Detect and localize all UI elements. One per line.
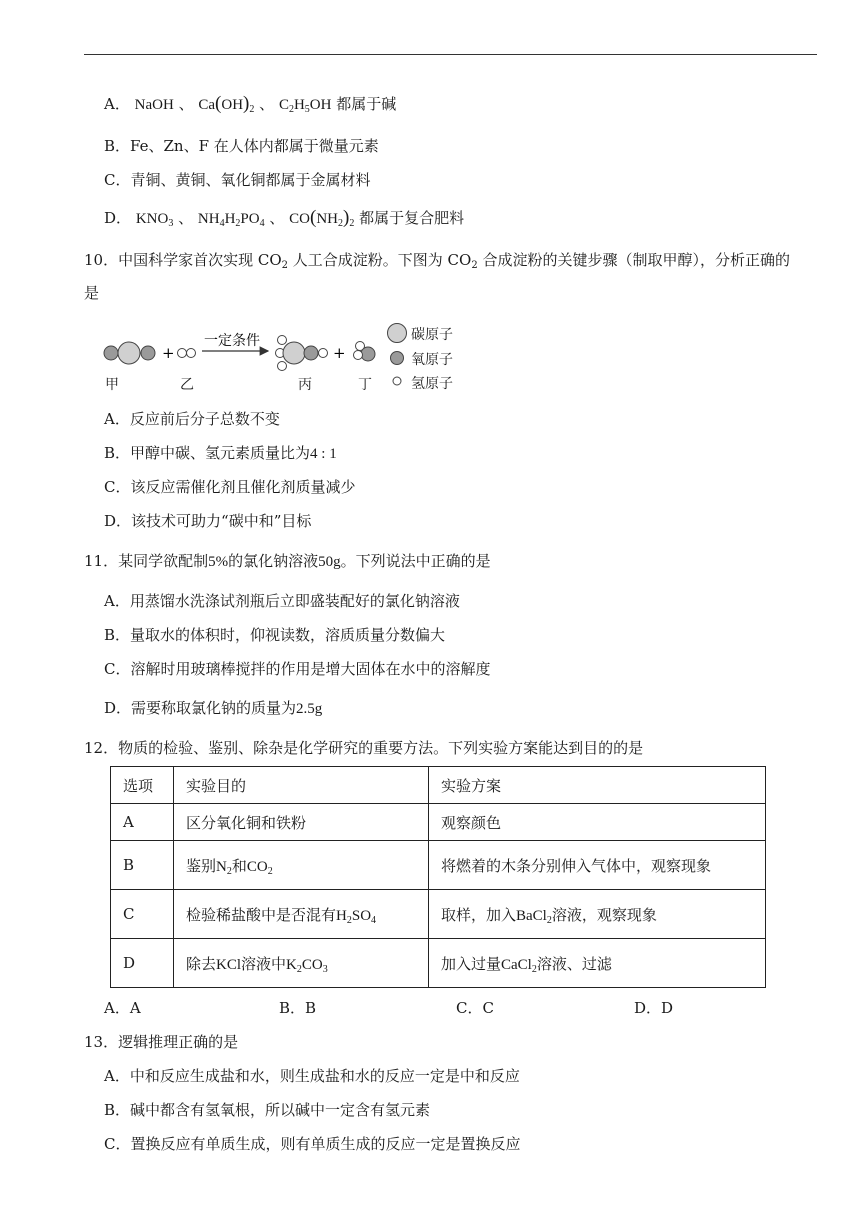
q11-option-c[interactable]: C．溶解时用玻璃棒搅拌的作用是增大固体在水中的溶解度 (104, 660, 491, 678)
legend-oxygen-label: 氧原子 (411, 352, 453, 368)
oxygen-atom (361, 347, 375, 361)
q10-option-c[interactable]: C．该反应需催化剂且催化剂质量减少 (104, 478, 356, 496)
formula-nh4h2po4: $NH_4H_2PO_4$ (197, 211, 265, 229)
molecule-h2 (178, 349, 196, 358)
q12-option-c[interactable]: C．C (456, 999, 494, 1017)
label-ding: 丁 (358, 377, 372, 393)
header-plan: 实验方案 (429, 767, 766, 804)
q12-option-d[interactable]: D．D (634, 999, 674, 1017)
q11-stem: 11．某同学欲配制5%的氯化钠溶液50g。下列说法中正确的是 (84, 552, 491, 570)
formula-urea: $CO(NH_2)_2$ (289, 207, 355, 229)
q11-option-d[interactable]: D．需要称取氯化钠的质量为2.5g (104, 699, 323, 717)
molecule-methanol (276, 336, 328, 371)
legend-hydrogen-label: 氢原子 (411, 376, 453, 392)
formula-ethanol: $C_2H_5OH$ (278, 97, 332, 115)
q13-stem: 13．逻辑推理正确的是 (84, 1033, 239, 1051)
header-rule (84, 54, 817, 55)
molecule-h2o (354, 342, 376, 362)
q9-option-b[interactable]: B．Fe、Zn、F 在人体内都属于微量元素 (104, 137, 379, 155)
reaction-condition: 一定条件 (204, 333, 260, 349)
q13-option-c[interactable]: C．置换反应有单质生成，则有单质生成的反应一定是置换反应 (104, 1135, 521, 1153)
hydrogen-atom (178, 349, 187, 358)
oxygen-atom (104, 346, 118, 360)
label-jia: 甲 (105, 377, 119, 393)
formula-caoh2: $Ca(OH)_2$ (198, 93, 255, 115)
reaction-diagram (100, 318, 480, 394)
q12-option-b[interactable]: B．B (279, 999, 317, 1017)
q9-option-d[interactable]: D． $KNO_3$ 、 $NH_4H_2PO_4$ 、 $CO(NH_2)_2$ 都属于复合肥料 (104, 207, 465, 229)
molecule-co2 (104, 342, 155, 364)
q9-option-a[interactable]: A． NaOH 、 $Ca(OH)_2$ 、 $C_2H_5OH$ 都属于碱 (104, 93, 397, 115)
q12-option-a[interactable]: A．A (104, 999, 141, 1017)
q10-option-d[interactable]: D．该技术可助力“碳中和”目标 (104, 512, 312, 530)
hydrogen-atom (319, 349, 328, 358)
hydrogen-atom (354, 351, 363, 360)
header-option: 选项 (111, 767, 174, 804)
legend-carbon-icon (388, 324, 407, 343)
carbon-atom (118, 342, 140, 364)
experiment-table (110, 766, 766, 988)
hydrogen-atom (187, 349, 196, 358)
label-bing: 丙 (298, 377, 312, 393)
table-row: B 鉴别$N_2$和$CO_2$ 将燃着的木条分别伸入气体中，观察现象 (111, 841, 766, 890)
carbon-atom (283, 342, 305, 364)
q9-option-c[interactable]: C．青铜、黄铜、氧化铜都属于金属材料 (104, 171, 371, 189)
table-header-row (111, 767, 766, 804)
legend-hydrogen-icon (393, 377, 401, 385)
oxygen-atom (304, 346, 318, 360)
q10-stem-line2: 是 (84, 284, 100, 302)
q12-stem: 12．物质的检验、鉴别、除杂是化学研究的重要方法。下列实验方案能达到目的的是 (84, 739, 644, 757)
legend-carbon-label: 碳原子 (411, 327, 453, 343)
label-yi: 乙 (180, 377, 194, 393)
header-goal: 实验目的 (174, 767, 429, 804)
q10-stem: 10．中国科学家首次实现 $CO_2$ 人工合成淀粉。下图为 $CO_2$ 合成淀粉的关键步骤（制取甲醇），分析正确的 (84, 251, 790, 271)
q10-option-b[interactable]: B．甲醇中碳、氢元素质量比为4 : 1 (104, 444, 337, 462)
q11-option-b[interactable]: B．量取水的体积时，仰视读数，溶质质量分数偏大 (104, 626, 446, 644)
legend-oxygen-icon (391, 352, 404, 365)
table-row: A 区分氧化铜和铁粉 观察颜色 (111, 804, 766, 841)
table-row: C 检验稀盐酸中是否混有$H_2SO_4$ 取样，加入BaCl$_2$溶液，观察现象 (111, 890, 766, 939)
q10-option-a[interactable]: A．反应前后分子总数不变 (104, 410, 280, 428)
formula-kno3: $KNO_3$ (135, 211, 174, 229)
plus-sign-1: + (162, 344, 175, 362)
oxygen-atom (141, 346, 155, 360)
hydrogen-atom (278, 336, 287, 345)
q13-option-b[interactable]: B．碱中都含有氢氧根，所以碱中一定含有氢元素 (104, 1101, 431, 1119)
plus-sign-2: + (333, 344, 346, 362)
q11-option-a[interactable]: A．用蒸馏水洗涤试剂瓶后立即盛装配好的氯化钠溶液 (104, 592, 460, 610)
table-row: D 除去KCl溶液中$K_2CO_3$ 加入过量CaCl$_2$溶液、过滤 (111, 939, 766, 988)
q13-option-a[interactable]: A．中和反应生成盐和水，则生成盐和水的反应一定是中和反应 (104, 1067, 520, 1085)
hydrogen-atom (278, 362, 287, 371)
